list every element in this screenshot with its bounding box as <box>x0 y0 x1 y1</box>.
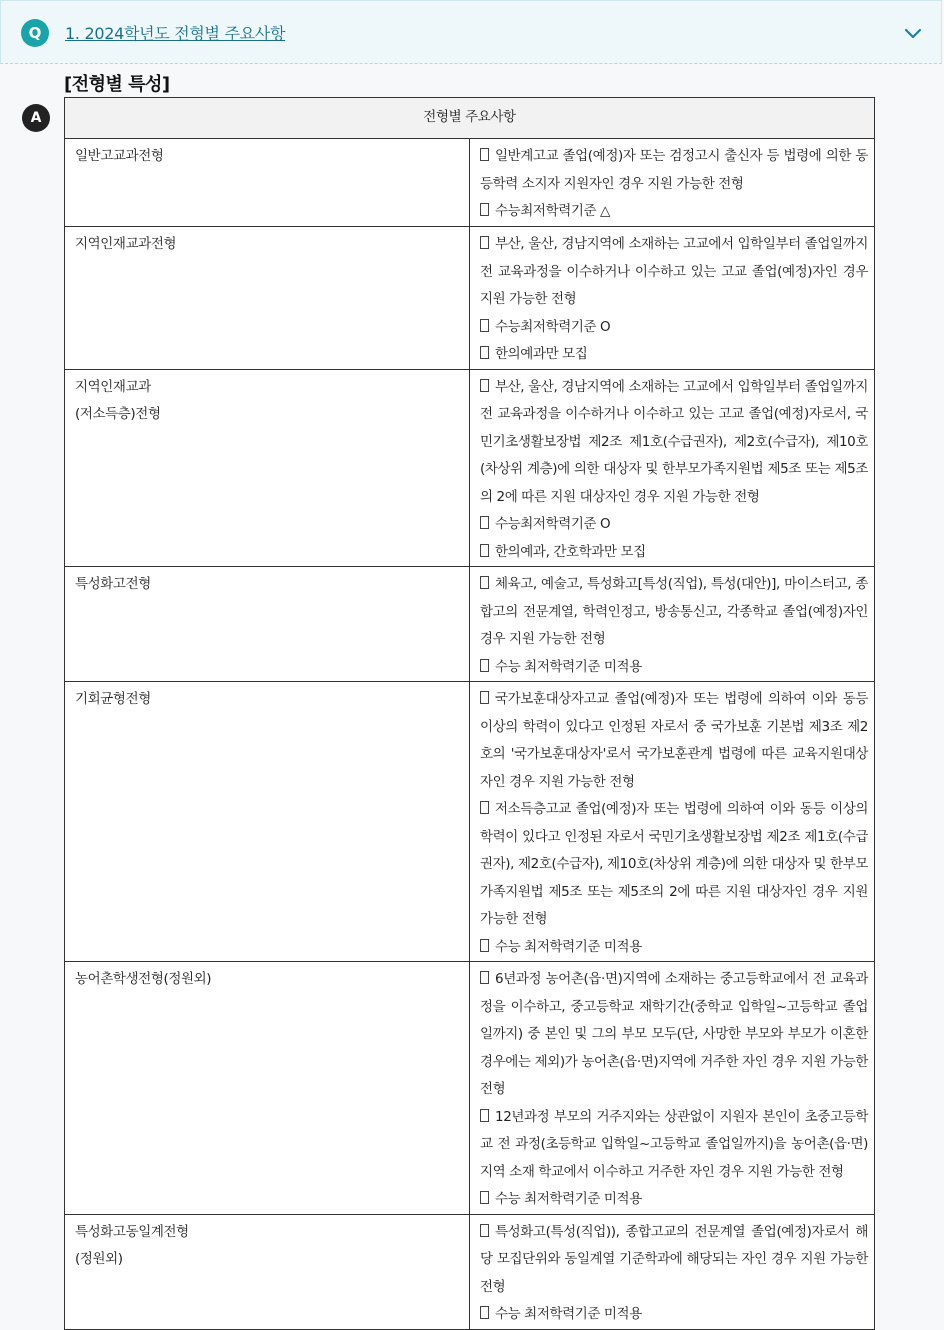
detail-item-text: 일반계고교 졸업(예정)자 또는 검정고시 출신자 등 법령에 의한 동등학력 소지자 지원자인 경우 지원 가능한 전형 <box>480 148 868 192</box>
detail-item <box>480 966 868 1104</box>
detail-item <box>480 796 868 934</box>
detail-item-text: 국가보훈대상자고교 졸업(예정)자 또는 법령에 의하여 이와 동등 이상의 학력이 있다고 인정된 자로서 중 국가보훈 기본법 제3조 제2호의 '국가보훈대상자'로서 국가보훈관계 법령에 따른 교육지원대상자인 경우 지원 가능한 전형 <box>480 691 868 790</box>
detail-item <box>480 1301 868 1329</box>
faq-question-header[interactable] <box>0 0 942 64</box>
table-row <box>65 682 875 962</box>
bullet-square-icon <box>480 1306 489 1319</box>
bullet-square-icon <box>480 691 489 704</box>
chevron-down-icon[interactable] <box>901 21 925 45</box>
admission-type-name-line: 일반고교과전형 <box>75 148 164 164</box>
detail-item <box>480 686 868 796</box>
bullet-square-icon <box>480 1191 489 1204</box>
admission-type-name <box>65 682 470 962</box>
detail-item-text: 부산, 울산, 경남지역에 소재하는 고교에서 입학일부터 졸업일까지 전 교육과정을 이수하거나 이수하고 있는 고교 졸업(예정)자인 경우 지원 가능한 전형 <box>480 236 868 307</box>
detail-item <box>480 341 868 369</box>
detail-item-text: 수능 최저학력기준 미적용 <box>495 1306 642 1322</box>
bullet-square-icon <box>480 939 489 952</box>
table-row <box>65 227 875 370</box>
detail-item-text: 수능 최저학력기준 미적용 <box>495 938 642 955</box>
bullet-square-icon <box>480 346 489 359</box>
admission-type-name <box>65 227 470 370</box>
detail-item <box>480 1104 868 1187</box>
bullet-square-icon <box>480 1224 489 1237</box>
detail-item-text: 수능 최저학력기준 미적용 <box>495 658 642 675</box>
detail-item-text: 한의예과, 간호학과만 모집 <box>495 543 646 560</box>
table-header-row <box>65 98 875 139</box>
detail-item <box>480 143 868 198</box>
question-title-link[interactable]: 1. 2024학년도 전형별 주요사항 <box>65 24 286 43</box>
admission-type-name <box>65 369 470 567</box>
admission-type-name-line: 특성화고전형 <box>75 576 151 592</box>
admission-type-name <box>65 1214 470 1329</box>
admission-type-name-line: 지역인재교과 <box>75 378 151 395</box>
bullet-square-icon <box>480 236 489 249</box>
detail-item-text: 6년과정 농어촌(읍·면)지역에 소재하는 중고등학교에서 전 교육과정을 이수하고, 중고등학교 재학기간(중학교 입학일~고등학교 졸업일까지) 중 본인 및 그의 부모 모두(단, 사망한 부모와 부모가 이혼한 경우에는 제외)가 농어촌(읍·면)지역에 거주한 자인 경우 지원 가능한 전형 <box>480 971 868 1097</box>
detail-item <box>480 198 868 226</box>
bullet-square-icon <box>480 659 489 672</box>
detail-item-text: 체육고, 예술고, 특성화고[특성(직업), 특성(대안)], 마이스터고, 종합고의 전문계열, 학력인정고, 방송통신고, 각종학교 졸업(예정)자인 경우 지원 가능한 전형 <box>480 576 868 647</box>
detail-item-text: 수능최저학력기준 O <box>495 318 611 335</box>
admission-type-details <box>470 139 875 227</box>
bullet-square-icon <box>480 576 489 589</box>
admission-type-details <box>470 1214 875 1329</box>
bullet-square-icon <box>480 971 489 984</box>
admission-type-name-line: 지역인재교과전형 <box>75 236 177 252</box>
detail-item-text: 특성화고(특성(직업)), 종합고교의 전문계열 졸업(예정)자로서 해당 모집단위와 동일계열 기준학과에 해당되는 자인 경우 지원 가능한 전형 <box>480 1223 868 1295</box>
detail-item <box>480 374 868 512</box>
section-title: [전형별 특성] <box>64 74 170 95</box>
detail-item-text: 수능 최저학력기준 미적용 <box>495 1191 642 1207</box>
detail-item-text: 저소득층고교 졸업(예정)자 또는 법령에 의하여 이와 동등 이상의 학력이 있다고 인정된 자로서 국민기초생활보장법 제2조 제1호(수급권자), 제2호(수급자), 제10호(차상위 계층)에 의한 대상자 및 한부모가족지원법 제5조 또는 제5조의 2에 따른 지원 대상자인 경우 지원 가능한 전형 <box>480 801 868 927</box>
bullet-square-icon <box>480 379 489 392</box>
detail-item <box>480 934 868 962</box>
admission-type-name-line: 기회균형전형 <box>75 691 151 707</box>
detail-item <box>480 1219 868 1302</box>
bullet-square-icon <box>480 1109 489 1122</box>
detail-item <box>480 511 868 539</box>
table-header: 전형별 주요사항 <box>65 98 875 139</box>
bullet-square-icon <box>480 544 489 557</box>
detail-item-text: 수능최저학력기준 △ <box>495 203 611 219</box>
admission-type-name-line: (저소득층)전형 <box>75 406 161 422</box>
faq-answer <box>0 64 944 1322</box>
admission-type-details <box>470 567 875 682</box>
detail-item-text: 부산, 울산, 경남지역에 소재하는 고교에서 입학일부터 졸업일까지 전 교육과정을 이수하거나 이수하고 있는 고교 졸업(예정)자로서, 국민기초생활보장법 제2조 제1호(수급권자), 제2호(수급자), 제10호(차상위 계층)에 의한 대상자 및 한부모가족지원법 제5조 또는 제5조의 2에 따른 지원 대상자인 경우 지원 가능한 전형 <box>480 378 868 505</box>
question-badge: Q <box>21 19 49 47</box>
detail-item <box>480 654 868 682</box>
table-body <box>65 139 875 1330</box>
bullet-square-icon <box>480 148 489 161</box>
bullet-square-icon <box>480 801 489 814</box>
table-row <box>65 139 875 227</box>
answer-badge: A <box>22 104 50 132</box>
detail-item-text: 12년과정 부모의 거주지와는 상관없이 지원자 본인이 초중고등학교 전 과정(초등학교 입학일~고등학교 졸업일까지)을 농어촌(읍·면)지역 소재 학교에서 이수하고 거주한 자인 경우 지원 가능한 전형 <box>480 1108 868 1180</box>
detail-item-text: 수능최저학력기준 O <box>495 516 611 532</box>
detail-item <box>480 1186 868 1214</box>
table-row <box>65 369 875 567</box>
admission-type-name-line: 농어촌학생전형(정원외) <box>75 971 212 987</box>
admission-types-table <box>64 97 875 1330</box>
detail-item <box>480 231 868 314</box>
admission-type-name-line: 특성화고동일계전형 <box>75 1223 189 1240</box>
detail-item <box>480 314 868 342</box>
bullet-square-icon <box>480 516 489 529</box>
table-row <box>65 962 875 1215</box>
bullet-square-icon <box>480 319 489 332</box>
admission-type-name <box>65 567 470 682</box>
admission-type-name-line: (정원외) <box>75 1251 123 1267</box>
detail-item-text: 한의예과만 모집 <box>495 346 588 362</box>
detail-item <box>480 571 868 654</box>
admission-type-details <box>470 682 875 962</box>
admission-type-details <box>470 227 875 370</box>
bullet-square-icon <box>480 203 489 216</box>
admission-type-name <box>65 962 470 1215</box>
table-row <box>65 567 875 682</box>
table-row <box>65 1214 875 1329</box>
admission-type-details <box>470 369 875 567</box>
detail-item <box>480 539 868 567</box>
admission-type-name <box>65 139 470 227</box>
admission-type-details <box>470 962 875 1215</box>
